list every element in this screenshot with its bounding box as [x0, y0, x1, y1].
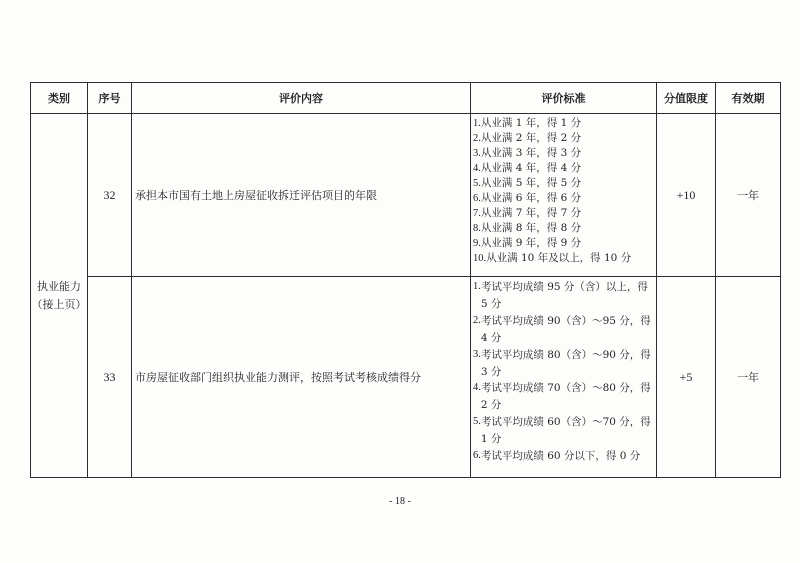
seq-cell: 32	[88, 114, 132, 277]
criteria-list	[473, 279, 653, 465]
category-continued-note: （接上页）	[31, 297, 87, 311]
header-seq: 序号	[88, 83, 132, 114]
criteria-item: 6. 考试平均成绩 60 分以下，得 0 分	[473, 450, 641, 463]
criteria-item: 7. 从业满 7 年，得 7 分	[473, 207, 582, 219]
table-row	[31, 277, 781, 478]
header-score-limit: 分值限度	[657, 83, 716, 114]
criteria-cell	[471, 114, 657, 277]
category-label: 执业能力	[37, 279, 81, 293]
content-cell: 市房屋征收部门组织执业能力测评，按照考试考核成绩得分	[132, 277, 471, 478]
header-content: 评价内容	[132, 83, 471, 114]
criteria-list	[473, 116, 653, 266]
validity-cell: 一年	[716, 114, 781, 277]
criteria-item: 5. 考试平均成绩 60（含）～70 分，得 1 分	[473, 416, 651, 446]
criteria-item: 1. 从业满 1 年，得 1 分	[473, 117, 582, 129]
criteria-item: 3. 从业满 3 年，得 3 分	[473, 147, 582, 159]
criteria-item: 1. 考试平均成绩 95 分（含）以上，得 5 分	[473, 281, 648, 310]
header-criteria: 评价标准	[471, 83, 657, 114]
criteria-item: 2. 从业满 2 年，得 2 分	[473, 132, 582, 144]
content-cell: 承担本市国有土地上房屋征收拆迁评估项目的年限	[132, 114, 471, 277]
criteria-item: 2. 考试平均成绩 90（含）～95 分，得 4 分	[473, 314, 651, 344]
criteria-item: 4. 从业满 4 年，得 4 分	[473, 162, 582, 174]
criteria-item: 8. 从业满 8 年，得 8 分	[473, 222, 582, 234]
table-header-row	[31, 83, 781, 114]
criteria-item: 4. 考试平均成绩 70（含）～80 分，得 2 分	[473, 382, 651, 412]
score-limit-cell: +10	[657, 114, 716, 277]
page-number: - 18 -	[389, 496, 411, 507]
header-category: 类别	[31, 83, 88, 114]
criteria-item: 9. 从业满 9 年，得 9 分	[473, 237, 582, 249]
criteria-item: 10. 从业满 10 年及以上，得 10 分	[473, 252, 632, 264]
criteria-item: 5. 从业满 5 年，得 5 分	[473, 177, 582, 189]
header-validity: 有效期	[716, 83, 781, 114]
score-limit-cell: +5	[657, 277, 716, 478]
category-cell	[31, 114, 88, 478]
seq-cell: 33	[88, 277, 132, 478]
table-row	[31, 114, 781, 277]
criteria-item: 6. 从业满 6 年，得 6 分	[473, 192, 582, 204]
evaluation-table	[30, 82, 781, 478]
criteria-cell	[471, 277, 657, 478]
validity-cell: 一年	[716, 277, 781, 478]
criteria-item: 3. 考试平均成绩 80（含）～90 分，得 3 分	[473, 348, 651, 378]
